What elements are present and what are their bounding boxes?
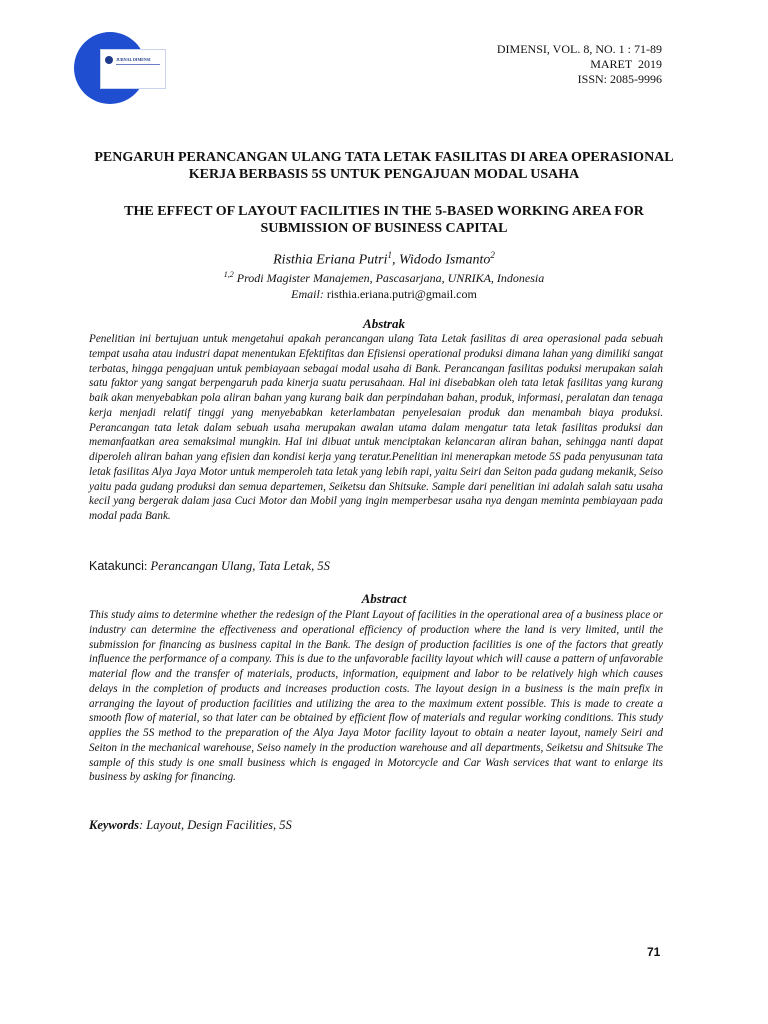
title-indonesian: PENGARUH PERANCANGAN ULANG TATA LETAK FASILITAS DI AREA OPERASIONAL KERJA BERBASIS 5S UNTUK PENGAJUAN MODAL USAHA [94, 150, 674, 182]
email-line [90, 287, 678, 302]
author-2: Widodo Ismanto [398, 252, 491, 268]
journal-volume: DIMENSI, VOL. 8, NO. 1 : 71-89 [496, 42, 662, 56]
authors [90, 250, 678, 269]
page-number: 71 [647, 945, 661, 959]
abstrak-body: Penelitian ini bertujuan untuk mengetahui apakah perancangan ulang Tata Letak fasilitas di area operasional pada sebuah tempat usaha atau industri dapat menentukan Efektifitas dan Efisiensi operational produksi dimana lahan yang dimiliki sangat terbatas, hingga pengajuan untuk pembiayaan sebagai modal usaha di Bank. Perancangan fasilitas poduksi merupakan salah satu faktor yang sangat berpengaruh pada kinerja suatu perusahaan. Hal ini disebabkan oleh tata letak fasilitas yang kurang baik akan menyebabkan pola aliran bahan yang kurang baik dan perpindahan bahan, produk, informasi, peralatan dan tenaga kerja menjadi relatif tinggi yang menyebabkan keterlambatan penyelesaian produk dan menambah biaya produksi. Perancangan tata letak dalam sebuah usaha merupakan awalan utama dalam mengatur tata letak fasilitas produksi dan memanfaatkan area semaksimal mungkin. Hal ini dibuat untuk menciptakan kelancaran aliran bahan, sehingga nanti dapat diperoleh aliran bahan yang efisien dan kondisi kerja yang teratur.Penelitian ini menerapkan metode 5S pada penyusunan tata letak fasilitas Alya Jaya Motor untuk memperoleh tata letak yang lebih rapi, yaitu Seiri dan Seiton pada gudang mekanik, Seiso yaitu pada gudang produksi dan semua departemen, Seiketsu dan Shitsuke. Sample dari penelitian ini adalah salah satu usaha kecil yang bergerak dalam jasa Cuci Motor dan Mobil yang ingin memperbesar usaha nya dengan meminta pembiayaan pada modal pada Bank. [89, 333, 663, 522]
katakunci-line [89, 559, 330, 574]
keywords-label: Keywords [89, 818, 139, 832]
katakunci-value: Perancangan Ulang, Tata Letak, 5S [150, 559, 330, 573]
journal-meta [497, 42, 662, 87]
author-1-affil: 1 [387, 250, 392, 260]
katakunci-label: Katakunci [89, 559, 144, 573]
author-separator: , [391, 252, 399, 268]
email-label: Email: [291, 287, 324, 301]
abstrak-heading: Abstrak [363, 316, 405, 331]
affiliation [90, 270, 678, 286]
author-2-affil: 2 [490, 250, 495, 260]
logo-box [100, 49, 166, 89]
abstract-heading: Abstract [361, 591, 407, 606]
abstract-body: This study aims to determine whether the redesign of the Plant Layout of facilities in the operational area of a business place or industry can determine the effectiveness and operational efficiency of production where the land is very limited, until the submission for financing as business capital in the Bank. The design of production facilities is one of the factors that greatly influence the performance of a company. This is due to the unfavorable facility layout which will cause a pattern of unfavorable material flow and the transfer of materials, products, information, equipment and labor to be relatively high which causes delays in the completion of products and increases production costs. The layout design in a business is the main prefix in arranging the layout of production facilities and utilizing the area to the maximum extent possible. This is made to create a smooth flow of material, so that later can be obtained by efficient flow of materials and regular working conditions. This study applies the 5S method to the preparation of the Alya Jaya Motor facility layout to obtain a neater layout, namely Seiri and Seiton in the mechanical warehouse, Seiso namely in the production warehouse and all departments, Seiketsu and Shitsuke The sample of this study is one small business which is engaged in Motorcycle and Car Wash services that want to enlarge its business by asking for financing. [89, 609, 663, 784]
title-english: THE EFFECT OF LAYOUT FACILITIES IN THE 5-BASED WORKING AREA FOR SUBMISSION OF BUSINESS CAPITAL [124, 204, 644, 236]
journal-date: MARET 2019 [590, 57, 662, 71]
keywords-value: : Layout, Design Facilities, 5S [139, 818, 292, 832]
logo-seal-icon [105, 56, 113, 64]
affiliation-text: Prodi Magister Manajemen, Pascasarjana, UNRIKA, Indonesia [233, 271, 545, 285]
email-address[interactable]: risthia.eriana.putri@gmail.com [323, 287, 477, 301]
journal-logo [74, 32, 164, 104]
keywords-line [89, 818, 292, 833]
author-1: Risthia Eriana Putri [273, 252, 388, 268]
affiliation-sup: 1,2 [223, 270, 234, 279]
journal-issn: ISSN: 2085-9996 [577, 72, 662, 86]
katakunci-colon: : [143, 559, 151, 573]
logo-rule [116, 64, 160, 65]
logo-text: JURNAL DIMENSI [116, 57, 151, 62]
